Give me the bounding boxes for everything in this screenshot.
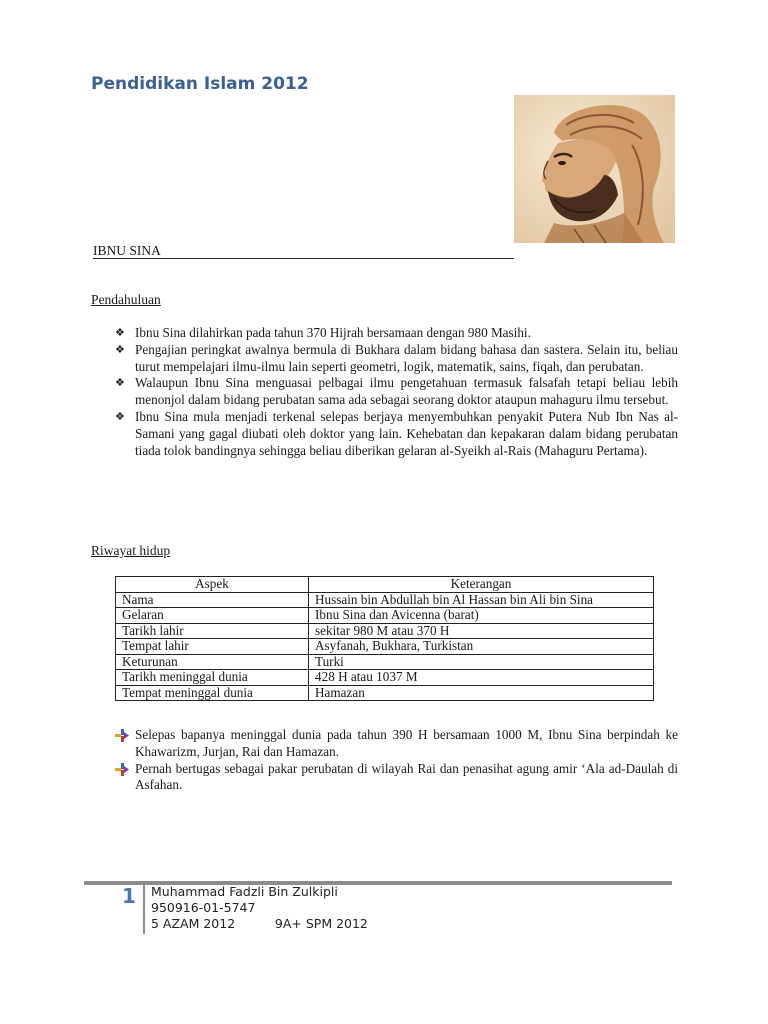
diamond-bullet-icon: ❖: [115, 377, 125, 390]
diamond-bullet-icon: ❖: [115, 343, 125, 356]
table-row: [116, 654, 654, 670]
footer-ic-number: 950916-01-5747: [151, 900, 256, 915]
table-row: [116, 670, 654, 686]
table-row: [116, 608, 654, 624]
diamond-bullet-icon: ❖: [115, 327, 125, 339]
table-cell: Tempat lahir: [116, 639, 309, 655]
table-cell: sekitar 980 M atau 370 H: [309, 623, 654, 639]
table-cell: Tarikh meninggal dunia: [116, 670, 309, 686]
section-heading-riwayat: Riwayat hidup: [91, 543, 171, 558]
ibnu-sina-portrait: [514, 95, 675, 243]
table-cell: Asyfanah, Bukhara, Turkistan: [309, 639, 654, 655]
list-item: ❖ Ibnu Sina dilahirkan pada tahun 370 Hijrah bersamaan dengan 980 Masihi.: [115, 325, 531, 340]
table-row: [116, 623, 654, 639]
table-cell: Hussain bin Abdullah bin Al Hassan bin Ali bin Sina: [309, 592, 654, 608]
list-item: ❖ Pengajian peringkat awalnya bermula di Bukhara dalam bidang bahasa dan sastera. Selain itu, beliau turut mempelajari ilmu-ilmu lain seperti geometri, logik, matematik, sains, fiqah, dan perubatan.: [115, 341, 678, 374]
page-number: 1: [122, 884, 136, 908]
riwayat-list: [115, 727, 678, 794]
subject-title: IBNU SINA: [93, 243, 514, 259]
footer-class-line: 5 AZAM 2012 9A+ SPM 2012: [151, 916, 368, 931]
table-cell: Keturunan: [116, 654, 309, 670]
section-heading-pendahuluan: Pendahuluan: [91, 292, 161, 307]
list-item: ❖ Ibnu Sina mula menjadi terkenal selepas berjaya menyembuhkan penyakit Putera Nub Ibn Nas al-Samani yang gagal diubati oleh doktor yang lain. Kehebatan dan kepakaran dalam bidang perubatan tiada tolok bandingnya sehingga beliau diberikan gelaran al-Syeikh al-Rais (Mahaguru Pertama).: [115, 408, 678, 458]
footer-author-name: Muhammad Fadzli Bin Zulkipli: [151, 884, 338, 899]
table-cell: Gelaran: [116, 608, 309, 624]
arrow-bullet-icon: [115, 763, 129, 776]
list-item: Selepas bapanya meninggal dunia pada tahun 390 H bersamaan 1000 M, Ibnu Sina berpindah ke Khawarizm, Jurjan, Rai dan Hamazan.: [115, 727, 678, 761]
table-row: [116, 639, 654, 655]
table-cell: Turki: [309, 654, 654, 670]
arrow-bullet-icon: [115, 729, 129, 742]
list-item: Pernah bertugas sebagai pakar perubatan di wilayah Rai dan penasihat agung amir ‘Ala ad-Daulah di Asfahan.: [115, 761, 678, 795]
table-cell: Tempat meninggal dunia: [116, 685, 309, 701]
table-cell: Tarikh lahir: [116, 623, 309, 639]
table-cell: Nama: [116, 592, 309, 608]
footer-vertical-rule: [143, 884, 145, 934]
table-cell: Hamazan: [309, 685, 654, 701]
page-title: Pendidikan Islam 2012: [91, 74, 309, 94]
table-header-row: [116, 577, 654, 593]
diamond-bullet-icon: ❖: [115, 410, 125, 423]
table-header-cell: Keterangan: [309, 577, 654, 593]
riwayat-table: [115, 576, 654, 701]
list-item: ❖ Walaupun Ibnu Sina menguasai pelbagai ilmu pengetahuan termasuk falsafah tetapi beliau lebih menonjol dalam bidang perubatan sama ada sebagai seorang doktor ataupun mahaguru ilmu tersebut.: [115, 375, 678, 408]
table-cell: 428 H atau 1037 M: [309, 670, 654, 686]
pendahuluan-list: [115, 325, 678, 459]
table-header-cell: Aspek: [116, 577, 309, 593]
table-cell: Ibnu Sina dan Avicenna (barat): [309, 608, 654, 624]
table-row: [116, 592, 654, 608]
table-row: [116, 685, 654, 701]
